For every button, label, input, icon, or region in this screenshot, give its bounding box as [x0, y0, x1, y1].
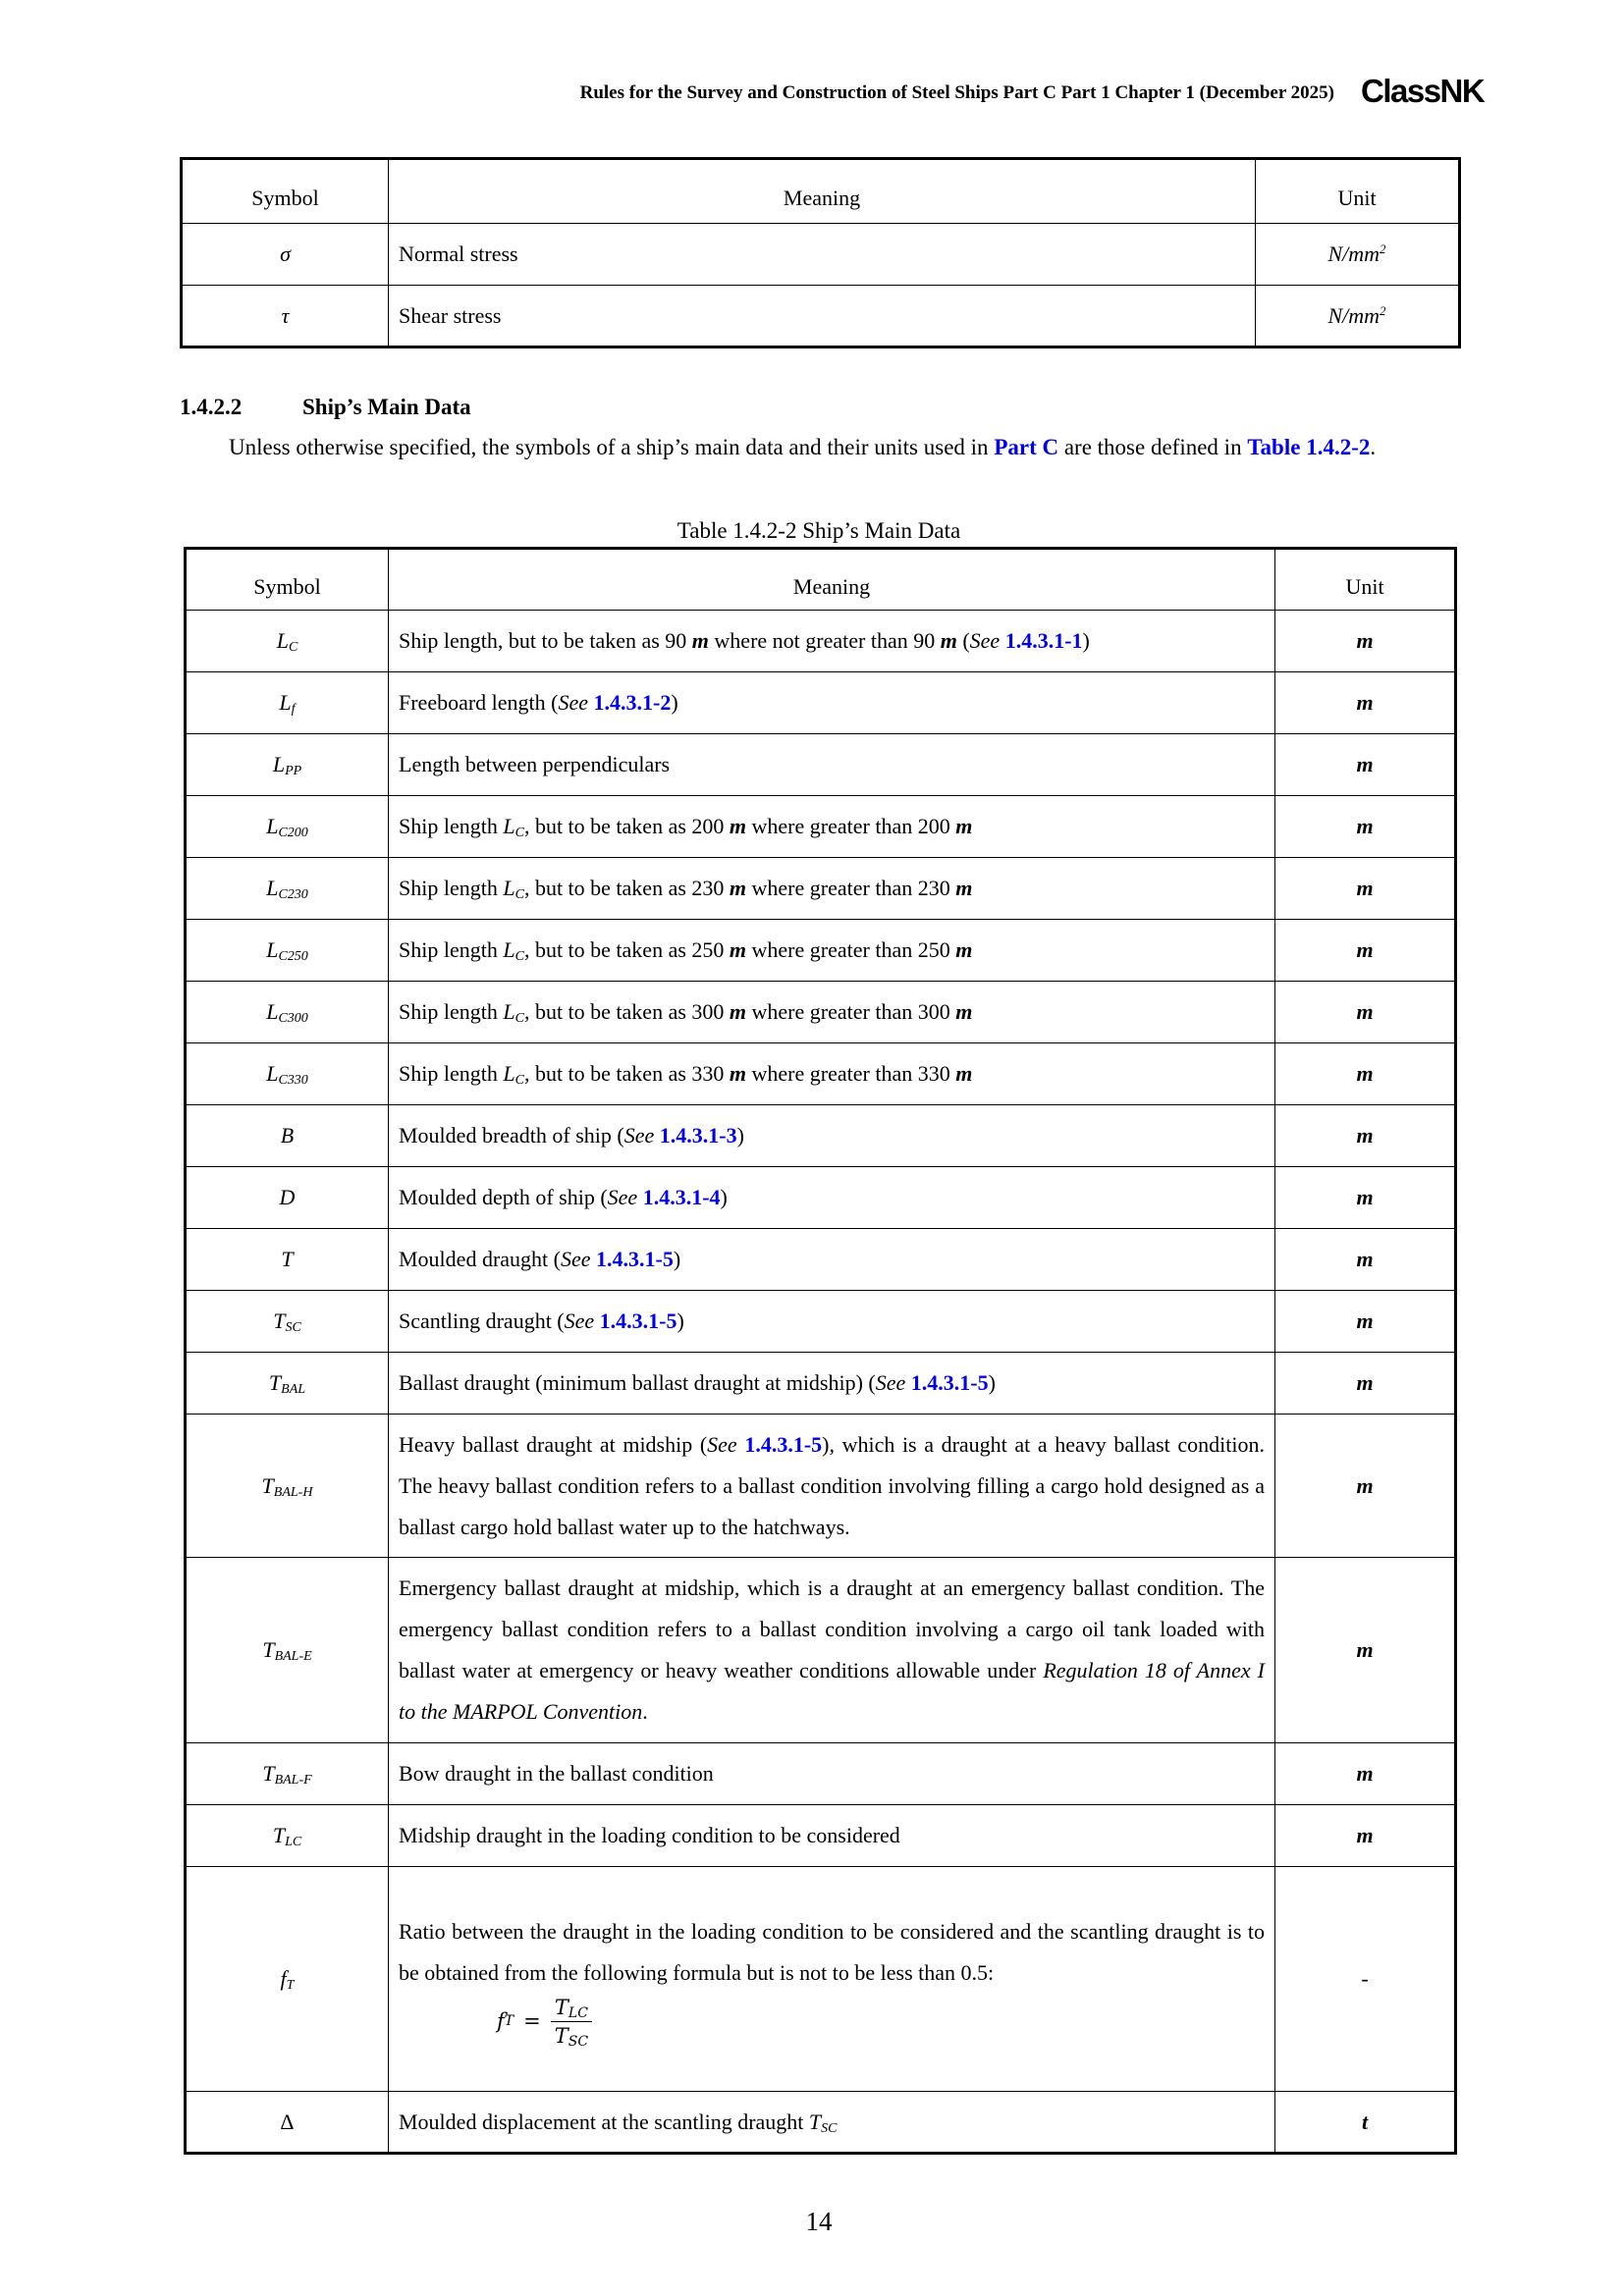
- table-row: [186, 1105, 1456, 1167]
- table-row: [186, 1867, 1456, 2092]
- table-row: [186, 1291, 1456, 1353]
- unit-cell: t: [1275, 2092, 1456, 2154]
- reference-link[interactable]: 1.4.3.1-4: [642, 1185, 721, 1209]
- table-row: [186, 1743, 1456, 1805]
- unit-cell: $N/mm^2$: [1256, 224, 1460, 286]
- part-c-link[interactable]: Part C: [994, 435, 1059, 459]
- symbol-cell: $T_{BAL}$: [186, 1353, 389, 1415]
- meaning-cell: Normal stress: [389, 224, 1256, 286]
- running-header: Rules for the Survey and Construction of Steel Ships Part C Part 1 Chapter 1 (December 2025): [579, 82, 1334, 103]
- table-row: [186, 672, 1456, 734]
- unit-cell: m: [1275, 1291, 1456, 1353]
- unit-cell: m: [1275, 796, 1456, 858]
- unit-cell: m: [1275, 1805, 1456, 1867]
- table-row: [186, 1353, 1456, 1415]
- symbol-cell: $L_C$: [186, 611, 389, 672]
- meaning-cell: Moulded breadth of ship (See 1.4.3.1-3): [389, 1105, 1275, 1167]
- meaning-cell: Scantling draught (See 1.4.3.1-5): [389, 1291, 1275, 1353]
- symbol-cell: $L_{C250}$: [186, 920, 389, 982]
- col-header-unit: Unit: [1275, 549, 1456, 611]
- table-row: [186, 1043, 1456, 1105]
- ships-main-data-table: [184, 547, 1457, 2155]
- unit-cell: m: [1275, 672, 1456, 734]
- symbol-cell: $L_{C300}$: [186, 982, 389, 1043]
- unit-cell: m: [1275, 1353, 1456, 1415]
- table-row: [186, 982, 1456, 1043]
- symbol-cell: $f_T$: [186, 1867, 389, 2092]
- reference-link[interactable]: 1.4.3.1-5: [744, 1431, 823, 1457]
- meaning-cell: Length between perpendiculars: [389, 734, 1275, 796]
- table-ref-link[interactable]: Table 1.4.2-2: [1247, 435, 1371, 459]
- col-header-meaning: Meaning: [389, 549, 1275, 611]
- section-title: Ship’s Main Data: [302, 395, 471, 419]
- reference-link[interactable]: 1.4.3.1-2: [593, 690, 672, 715]
- meaning-cell: Shear stress: [389, 286, 1256, 347]
- symbol-cell: $L_{C330}$: [186, 1043, 389, 1105]
- section-number: 1.4.2.2: [180, 395, 243, 419]
- reference-link[interactable]: 1.4.3.1-5: [596, 1247, 674, 1271]
- table-row: [186, 920, 1456, 982]
- symbol-cell: $L_f$: [186, 672, 389, 734]
- table-caption: Table 1.4.2-2 Ship’s Main Data: [677, 518, 961, 543]
- symbols-table-continued: [180, 157, 1461, 348]
- symbol-cell: $T_{BAL-E}$: [186, 1558, 389, 1743]
- reference-link[interactable]: 1.4.3.1-5: [910, 1370, 989, 1395]
- symbol-cell: $T_{BAL-H}$: [186, 1415, 389, 1558]
- meaning-cell: Ship length $L_C$, but to be taken as 250 m where greater than 250 m: [389, 920, 1275, 982]
- col-header-symbol: Symbol: [182, 159, 389, 224]
- meaning-cell: Ship length, but to be taken as 90 m where not greater than 90 m (See 1.4.3.1-1): [389, 611, 1275, 672]
- meaning-cell: Bow draught in the ballast condition: [389, 1743, 1275, 1805]
- meaning-cell: Ship length $L_C$, but to be taken as 200 m where greater than 200 m: [389, 796, 1275, 858]
- unit-cell: m: [1275, 982, 1456, 1043]
- symbol-cell: $L_{C230}$: [186, 858, 389, 920]
- symbol-cell: $T_{BAL-F}$: [186, 1743, 389, 1805]
- table-row: [186, 796, 1456, 858]
- meaning-cell: Ballast draught (minimum ballast draught at midship) (See 1.4.3.1-5): [389, 1353, 1275, 1415]
- meaning-cell: Heavy ballast draught at midship (See 1.4.3.1-5), which is a draught at a heavy ballast condition. The heavy ballast condition refers to a ballast condition involving filling a cargo hold designed as a ballast cargo hold ballast water up to the hatchways.: [389, 1415, 1275, 1558]
- table-row: [186, 1229, 1456, 1291]
- symbol-cell: Δ: [186, 2092, 389, 2154]
- symbol-cell: T: [186, 1229, 389, 1291]
- col-header-unit: Unit: [1256, 159, 1460, 224]
- symbol-cell: $T_{SC}$: [186, 1291, 389, 1353]
- meaning-cell: Emergency ballast draught at midship, which is a draught at an emergency ballast condition. The emergency ballast condition refers to a ballast condition involving a cargo oil tank loaded with ballast water at emergency or heavy weather conditions allowable under Regulation 18 of Annex I to the MARPOL Convention.: [389, 1558, 1275, 1743]
- meaning-cell: Moulded draught (See 1.4.3.1-5): [389, 1229, 1275, 1291]
- symbol-cell: $L_{C200}$: [186, 796, 389, 858]
- table-row: [186, 2092, 1456, 2154]
- table-row: [186, 1415, 1456, 1558]
- unit-cell: m: [1275, 1415, 1456, 1558]
- meaning-cell: Ship length $L_C$, but to be taken as 300 m where greater than 300 m: [389, 982, 1275, 1043]
- symbol-cell: τ: [182, 286, 389, 347]
- table-row: [186, 858, 1456, 920]
- col-header-meaning: Meaning: [389, 159, 1256, 224]
- symbol-cell: $L_{PP}$: [186, 734, 389, 796]
- meaning-cell: [389, 1867, 1275, 2092]
- unit-cell: m: [1275, 920, 1456, 982]
- meaning-cell: Ship length $L_C$, but to be taken as 230 m where greater than 230 m: [389, 858, 1275, 920]
- unit-cell: m: [1275, 1043, 1456, 1105]
- symbol-cell: $T_{LC}$: [186, 1805, 389, 1867]
- unit-cell: m: [1275, 1105, 1456, 1167]
- ratio-description: Ratio between the draught in the loading condition to be considered and the scantling draught is to be obtained from the following formula but is not to be less than 0.5:: [399, 1918, 1265, 1985]
- unit-cell: $N/mm^2$: [1256, 286, 1460, 347]
- table-row: [186, 1167, 1456, 1229]
- meaning-cell: Moulded depth of ship (See 1.4.3.1-4): [389, 1167, 1275, 1229]
- col-header-symbol: Symbol: [186, 549, 389, 611]
- ft-formula: f T = $\frac{T_{LC}}{T_{SC}}$: [497, 1996, 592, 2048]
- meaning-cell: Moulded displacement at the scantling draught $T_{SC}$: [389, 2092, 1275, 2154]
- unit-cell: m: [1275, 611, 1456, 672]
- symbol-cell: B: [186, 1105, 389, 1167]
- reference-link[interactable]: 1.4.3.1-5: [599, 1308, 677, 1333]
- unit-cell: m: [1275, 1743, 1456, 1805]
- symbol-cell: σ: [182, 224, 389, 286]
- meaning-cell: Midship draught in the loading condition to be considered: [389, 1805, 1275, 1867]
- symbol-cell: D: [186, 1167, 389, 1229]
- reference-link[interactable]: 1.4.3.1-3: [659, 1123, 737, 1148]
- table-row: [186, 1805, 1456, 1867]
- section-paragraph: Unless otherwise specified, the symbols of a ship’s main data and their units used in Part C are those defined in Table 1.4.2-2.: [229, 435, 1377, 459]
- unit-cell: m: [1275, 858, 1456, 920]
- unit-cell: m: [1275, 734, 1456, 796]
- table-row: [182, 286, 1460, 347]
- classnk-logo: ClassNK: [1361, 73, 1485, 109]
- unit-cell: m: [1275, 1229, 1456, 1291]
- page-number: 14: [805, 2207, 833, 2236]
- table-row: [182, 224, 1460, 286]
- unit-cell: m: [1275, 1167, 1456, 1229]
- meaning-cell: Freeboard length (See 1.4.3.1-2): [389, 672, 1275, 734]
- reference-link[interactable]: 1.4.3.1-1: [1004, 628, 1083, 653]
- unit-cell: m: [1275, 1558, 1456, 1743]
- table-row: [186, 611, 1456, 672]
- table-row: [186, 1558, 1456, 1743]
- table-row: [186, 734, 1456, 796]
- unit-cell: -: [1275, 1867, 1456, 2092]
- meaning-cell: Ship length $L_C$, but to be taken as 330 m where greater than 330 m: [389, 1043, 1275, 1105]
